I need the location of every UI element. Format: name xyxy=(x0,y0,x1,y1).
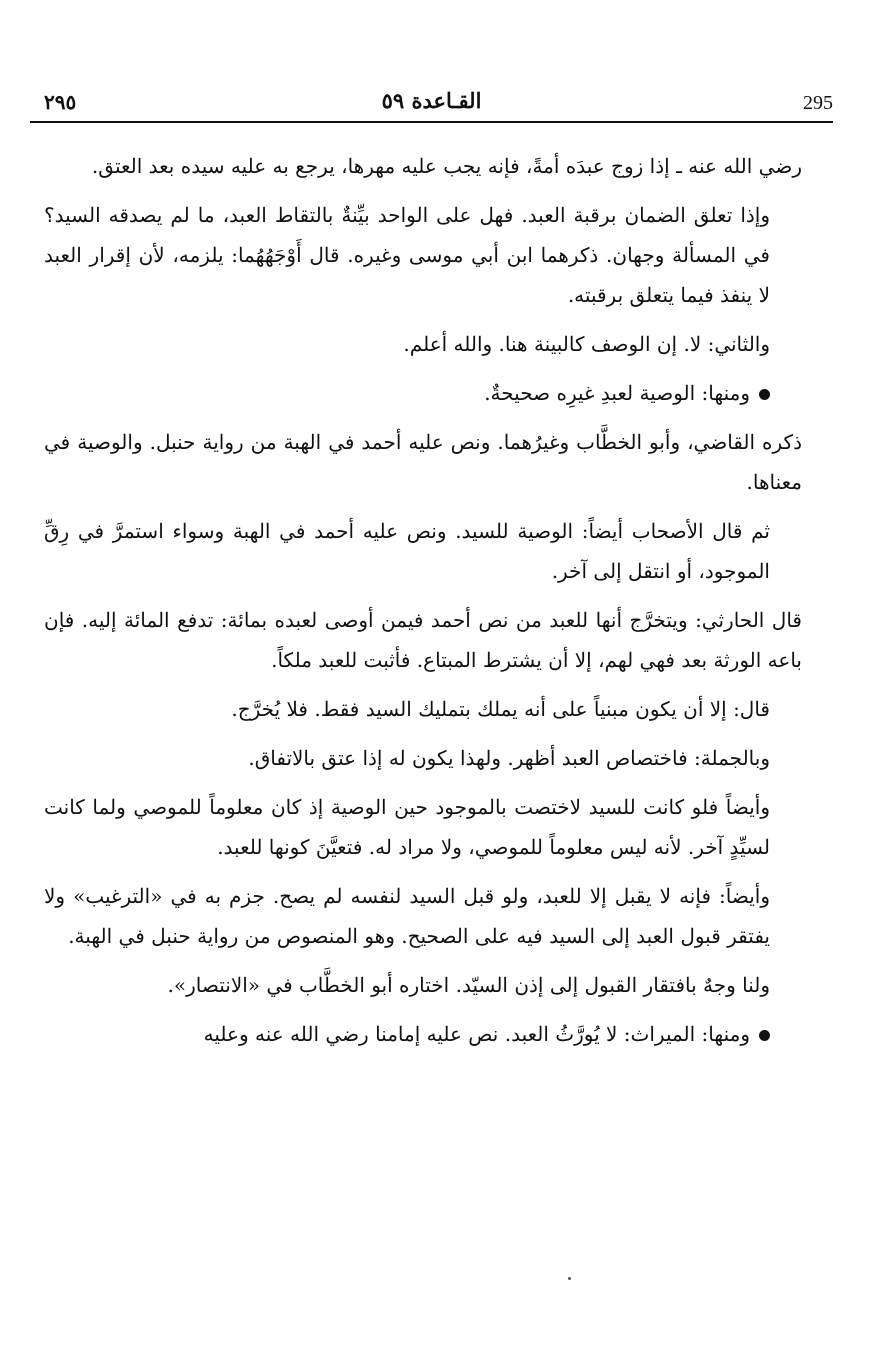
paragraph xyxy=(44,600,802,680)
paragraph-text: ومنها: الميراث: لا يُورَّثُ العبد. نص عليه إمامنا رضي الله عنه وعليه xyxy=(203,1022,750,1046)
paragraph-text: قال: إلا أن يكون مبنياً على أنه يملك بتمليك السيد فقط. فلا يُخرَّج. xyxy=(231,697,770,721)
paragraph xyxy=(44,422,802,502)
paragraph xyxy=(44,965,802,1005)
paragraph-text: ولنا وجهٌ بافتقار القبول إلى إذن السيّد. اختاره أبو الخطَّاب في «الانتصار». xyxy=(167,973,770,997)
paragraph xyxy=(44,324,802,364)
paragraph-text: وأيضاً: فإنه لا يقبل إلا للعبد، ولو قبل السيد لنفسه لم يصح. جزم به في «الترغيب» ولا يفتقر قبول العبد إلى السيد فيه على الصحيح. وهو المنصوص من رواية حنبل في الهبة. xyxy=(44,884,770,948)
paragraph xyxy=(44,195,802,315)
paragraph-text: وأيضاً فلو كانت للسيد لاختصت بالموجود حين الوصية إذ كان معلوماً للموصي ولما كانت لسيِّدٍ آخر. لأنه ليس معلوماً للموصي، ولا مراد له. فتعيَّنَ كونها للعبد. xyxy=(44,795,770,859)
paragraph-text: والثاني: لا. إن الوصف كالبينة هنا. والله أعلم. xyxy=(403,332,770,356)
paragraph xyxy=(44,146,802,186)
running-title: القـاعدة ٥٩ xyxy=(381,88,482,113)
page-header xyxy=(30,84,833,120)
scan-speck xyxy=(568,1277,571,1280)
paragraph-text: وبالجملة: فاختصاص العبد أظهر. ولهذا يكون له إذا عتق بالاتفاق. xyxy=(248,746,770,770)
paragraph-text: ذكره القاضي، وأبو الخطَّاب وغيرُهما. ونص عليه أحمد في الهبة من رواية حنبل. والوصية في معناها. xyxy=(44,430,802,494)
page-number-arabic: ٢٩٥ xyxy=(44,90,77,114)
paragraph-text: رضي الله عنه ـ إذا زوج عبدَه أمةً، فإنه يجب عليه مهرها، يرجع به عليه سيده بعد العتق. xyxy=(91,154,802,178)
paragraph-text: ثم قال الأصحاب أيضاً: الوصية للسيد. ونص عليه أحمد في الهبة وسواء استمرَّ في رِقِّ الموجود، أو انتقل إلى آخر. xyxy=(44,519,770,583)
page-body xyxy=(44,146,802,1063)
bullet-icon xyxy=(759,1030,770,1041)
paragraph-text: وإذا تعلق الضمان برقبة العبد. فهل على الواحد بيِّنةٌ بالتقاط العبد، ما لم يصدقه السيد؟ في المسألة وجهان. ذكرهما ابن أبي موسى وغيره. قال أَوْجَهُهُما: يلزمه، لأن إقرار العبد لا ينفذ فيما يتعلق برقبته. xyxy=(44,203,770,307)
header-rule xyxy=(30,121,833,123)
paragraph xyxy=(44,787,802,867)
paragraph-text: قال الحارثي: ويتخرَّج أنها للعبد من نص أحمد فيمن أوصى لعبده بمائة: تدفع المائة إليه. فإن باعه الورثة بعد فهي لهم، إلا أن يشترط المبتاع. فأثبت للعبد ملكاً. xyxy=(44,608,802,672)
paragraph xyxy=(44,876,802,956)
paragraph-bullet xyxy=(44,373,802,413)
paragraph xyxy=(44,511,802,591)
paragraph-bullet xyxy=(44,1014,802,1054)
paragraph xyxy=(44,689,802,729)
page-number-latin: 295 xyxy=(803,92,833,114)
paragraph-text: ومنها: الوصية لعبدِ غيرِه صحيحةٌ. xyxy=(484,381,750,405)
bullet-icon xyxy=(759,389,770,400)
paragraph xyxy=(44,738,802,778)
